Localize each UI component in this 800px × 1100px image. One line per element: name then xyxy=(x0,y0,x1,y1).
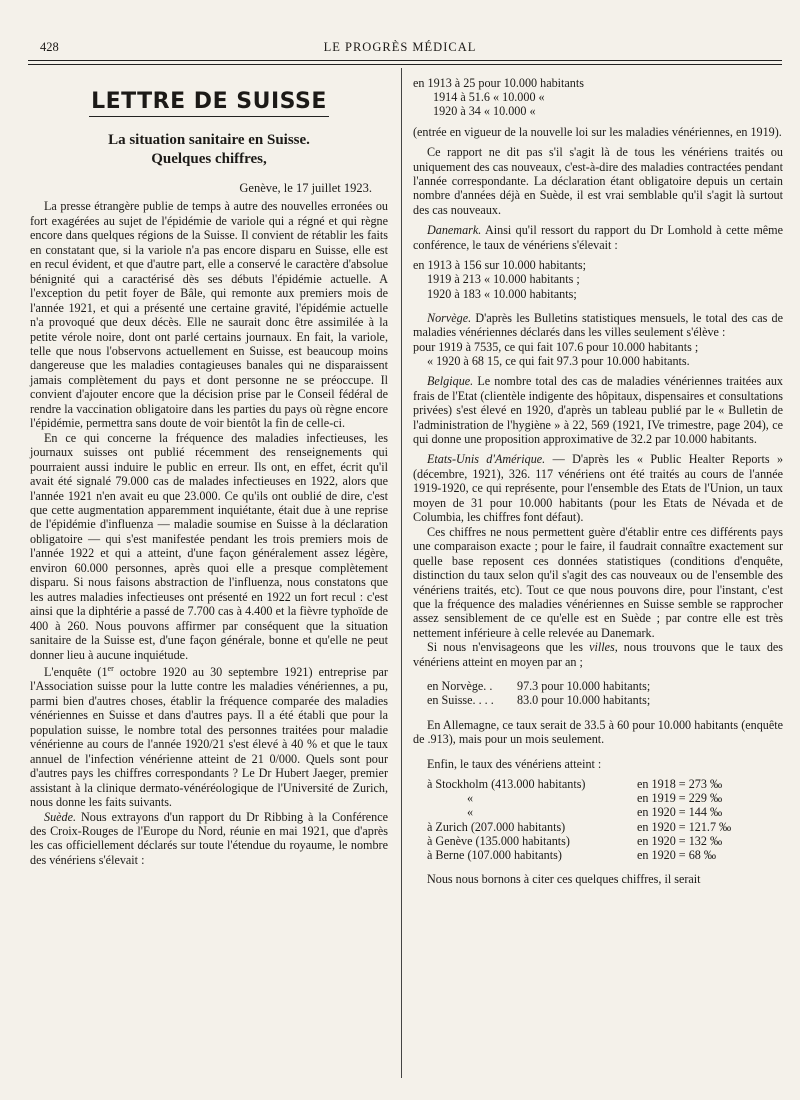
paragraph-comparaison: Ces chiffres ne nous permettent guère d'établir entre ces différents pays une comparaison exacte ; pour le faire, il faudrait connaître exactement sur quelle base reposent ces données statistiques (conditions d'enquête, distinction du taux selon qu'il s'agit des cas nouveaux ou de l'ensemble des vénériens traités, etc). Tout ce que nous pouvons dire, pour l'instant, c'est que la fréquence des maladies vénériennes en Suisse semble se rapprocher assez sensiblement de ce qu'elle est en Suède ; par contre elle est très nettement inférieure à celle relevée au Danemark. xyxy=(413,524,783,640)
header-rule-thin xyxy=(28,64,782,65)
journal-title: LE PROGRÈS MÉDICAL xyxy=(323,40,477,54)
final-rate-row: « en 1920 = 144 ‰ xyxy=(467,805,723,820)
paragraph-enfin: Enfin, le taux des vénériens atteint : xyxy=(427,756,602,771)
norway-rates xyxy=(413,340,783,368)
final-rate-row: à Zurich (207.000 habitants) en 1920 = 121.7 ‰ xyxy=(427,819,732,834)
paragraph-conclusion: Nous nous bornons à citer ces quelques chiffres, il serait xyxy=(427,872,701,887)
sweden-note: (entrée en vigueur de la nouvelle loi sur les maladies vénériennes, en 1919). xyxy=(413,124,782,139)
sweden-rate-row: 1914 à 51.6 « 10.000 « xyxy=(433,90,545,105)
sweden-rate-row: 1920 à 34 « 10.000 « xyxy=(433,104,536,119)
paragraph-allemagne: En Allemagne, ce taux serait de 33.5 à 60 pour 10.000 habitants (enquête de .913), mais pour un mois seulement. xyxy=(413,717,783,747)
paragraph-rapport: Ce rapport ne dit pas s'il s'agit là de tous les vénériens traités ou uniquement des cas nouveaux, c'est-à-dire des maladies contractées pendant l'année correspondante. La déclaration étant obligatoire depuis un certain nombre d'années déjà en Suède, il est vrai semblable qu'il s'agit là surtout des cas nouveaux. xyxy=(413,145,783,217)
final-rate-row: à Berne (107.000 habitants) en 1920 = 68 ‰ xyxy=(427,848,717,862)
final-rate-row: « en 1919 = 229 ‰ xyxy=(467,791,723,806)
title-underline xyxy=(89,116,329,117)
city-rates xyxy=(413,679,783,707)
paragraph-infectieuses: En ce qui concerne la fréquence des maladies infectieuses, les journaux suisses ont publié récemment des renseignements qui pourraient aussi induire le public en erreur. Ils ont, en effet, écrit qu'il avait été signalé 79.000 cas de malades infectieuses en 1922, alors que l'année 1921 n'en avait eu que 23.000. Ce qu'ils ont oublié de dire, c'est que cette augmentation apparemment inquiétante, était due à une reprise de l'épidémie d'influenza — maladie soumise en Suisse à la déclaration obligatoire — qui s'est manifestée pendant les trois premiers mois de l'année 1922 et qui a atteint, d'une façon généralement assez légère, environ 60.000 personnes, après quoi elle a presque complètement disparu. Si nous faisons abstraction de l'influenza, nous constatons que les autres maladies infectieuses ont présenté en 1922 un fort recul : c'est ainsi que la diphtérie a passé de 7.700 cas à 4.400 et la fièvre typhoïde de 400 à 260. Nous pouvons affirmer par conséquent que la situation sanitaire de la Suisse est, d'une façon générale, bonne et qu'elle ne peut donner lieu à aucune inquiétude. xyxy=(30,430,388,662)
denmark-rate-row: 1920 à 183 « 10.000 habitants; xyxy=(427,286,577,301)
article-title: LETTRE DE SUISSE xyxy=(91,89,327,114)
final-rate-row: à Genève (135.000 habitants) en 1920 = 132 ‰ xyxy=(427,833,723,848)
paragraph-etats-unis: Etats-Unis d'Amérique. — D'après les « Public Healter Reports » (décembre, 1921), 326. 117 vénériens ont été traités au cours de l'année 1919-1920, ce qui représente, pour l'ensemble des Etats de l'Union, un taux moyen de 31 pour 10.000 habitants (pour les Etats de Névada et de Columbia, les chiffres font défaut). xyxy=(413,452,784,525)
sweden-rates xyxy=(413,76,783,119)
paragraph-variole: La presse étrangère publie de temps à autre des nouvelles erronées ou fort exagérées au sujet de l'épidémie de variole qui a régné et qui règne encore dans quelques régions de la Suisse. Il convient de rétablir les faits en constatant que, si la variole n'a pas encore disparu en Suisse, elle est en recul évident, et que d'autre part, elle a conservé le caractère d'absolue bénignité qui a caractérisé dès ses débuts l'épidémie actuelle. A l'exception du petit foyer de Bâle, qui remonte aux premiers mois de l'année 1921, et qui a présenté une certaine gravité, l'épidémie actuelle n'a provoqué que deux décès. Elle ne saurait donc être assimilée à la petite vérole noire, dont ont parlé certains journaux. En fait, la variole, telle que nous l'observons actuellement en Suisse, est beaucoup moins dangereuse que les maladies contagieuses banales qui ne disparaissent jamais complètement du pays et dont personne ne se préoccupe. Il convient d'ajouter encore que la décision prise par le Conseil fédéral de rendre la vaccination obligatoire dans les parties du pays où règne encore l'épidémie, permettra sans doute de voir bientôt la fin de celle-ci. xyxy=(30,199,388,431)
paragraph-villes: Si nous n'envisageons que les villes, nous trouvons que le taux des vénériens atteint en moyen par an ; xyxy=(413,640,784,669)
sweden-rate-row: en 1913 à 25 pour 10.000 habitants xyxy=(413,76,584,90)
denmark-rate-row: en 1913 à 156 sur 10.000 habitants; xyxy=(413,258,586,273)
denmark-rates xyxy=(413,258,783,301)
city-rate-row: en Norvège. . 97.3 pour 10.000 habitants; xyxy=(427,679,651,694)
final-rate-row: à Stockholm (413.000 habitants) en 1918 = 273 ‰ xyxy=(427,776,723,791)
column-divider xyxy=(401,68,402,1078)
running-header xyxy=(40,40,760,58)
paragraph-danemark: Danemark. Ainsi qu'il ressort du rapport du Dr Lomhold à cette même conférence, le taux de vénériens s'élevait : xyxy=(413,223,783,252)
denmark-rate-row: 1919 à 213 « 10.000 habitants ; xyxy=(427,272,580,287)
paragraph-belgique: Belgique. Le nombre total des cas de maladies vénériennes traitées aux frais de l'Etat (clientèle indigente des hôpitaux, dispensaires et consultations privées) s'est élevé en 1920, d'après un tableau publié par le « Bulletin de l'administration de l'hygiène » à 22, 569 (1921, IVe trimestre, page 204), ce qui donne une proposition approximative de 32.2 par 10.000 habitants. xyxy=(413,374,783,446)
dateline: Genève, le 17 juillet 1923. xyxy=(239,181,372,195)
final-rates xyxy=(413,777,783,862)
norway-rate-row: « 1920 à 68 15, ce qui fait 97.3 pour 10.000 habitants. xyxy=(427,353,690,368)
article-subtitle-1: La situation sanitaire en Suisse. xyxy=(108,132,310,148)
right-column xyxy=(413,76,783,887)
page-number: 428 xyxy=(40,40,59,54)
header-rule-thick xyxy=(28,60,782,61)
norway-rate-row: pour 1919 à 7535, ce qui fait 107.6 pour 10.000 habitants ; xyxy=(413,339,699,354)
article-subtitle-2: Quelques chiffres, xyxy=(151,151,267,167)
city-rate-row: en Suisse. . . . 83.0 pour 10.000 habitants; xyxy=(427,693,651,708)
left-column xyxy=(30,76,388,867)
paragraph-enquete: L'enquête (1er octobre 1920 au 30 septembre 1921) entreprise par l'Association suisse pour la lutte contre les maladies vénériennes, a pu, parmi bien d'autres choses, établir la fréquence comparée des maladies vénériennes en Suisse et dans d'autres pays. Il a été établi que pour la population suisse, le nombre total des personnes traitées pour maladie vénérienne au cours de l'année 1920/21 s'est élevé à 40 % et que le taux annuel de l'infection vénérienne atteint de 21 0/000. Quels sont pour d'autres pays les chiffres correspondants ? Le Dr Hubert Jaeger, premier assistant à la clinique dermato-vénéréologique de l'Université de Zurich, nous donne les faits suivants. xyxy=(30,663,388,810)
paragraph-suede: Suède. Nous extrayons d'un rapport du Dr Ribbing à la Conférence des Croix-Rouges de l'Europe du Nord, réunie en mai 1921, que d'après les cas officiellement déclarés sur toute l'étendue du royaume, le nombre des vénériens s'élevait : xyxy=(30,809,388,867)
paragraph-norvege: Norvège. D'après les Bulletins statistiques mensuels, le total des cas de maladies vénériennes déclarés dans les villes seulement s'élève : xyxy=(413,310,783,340)
